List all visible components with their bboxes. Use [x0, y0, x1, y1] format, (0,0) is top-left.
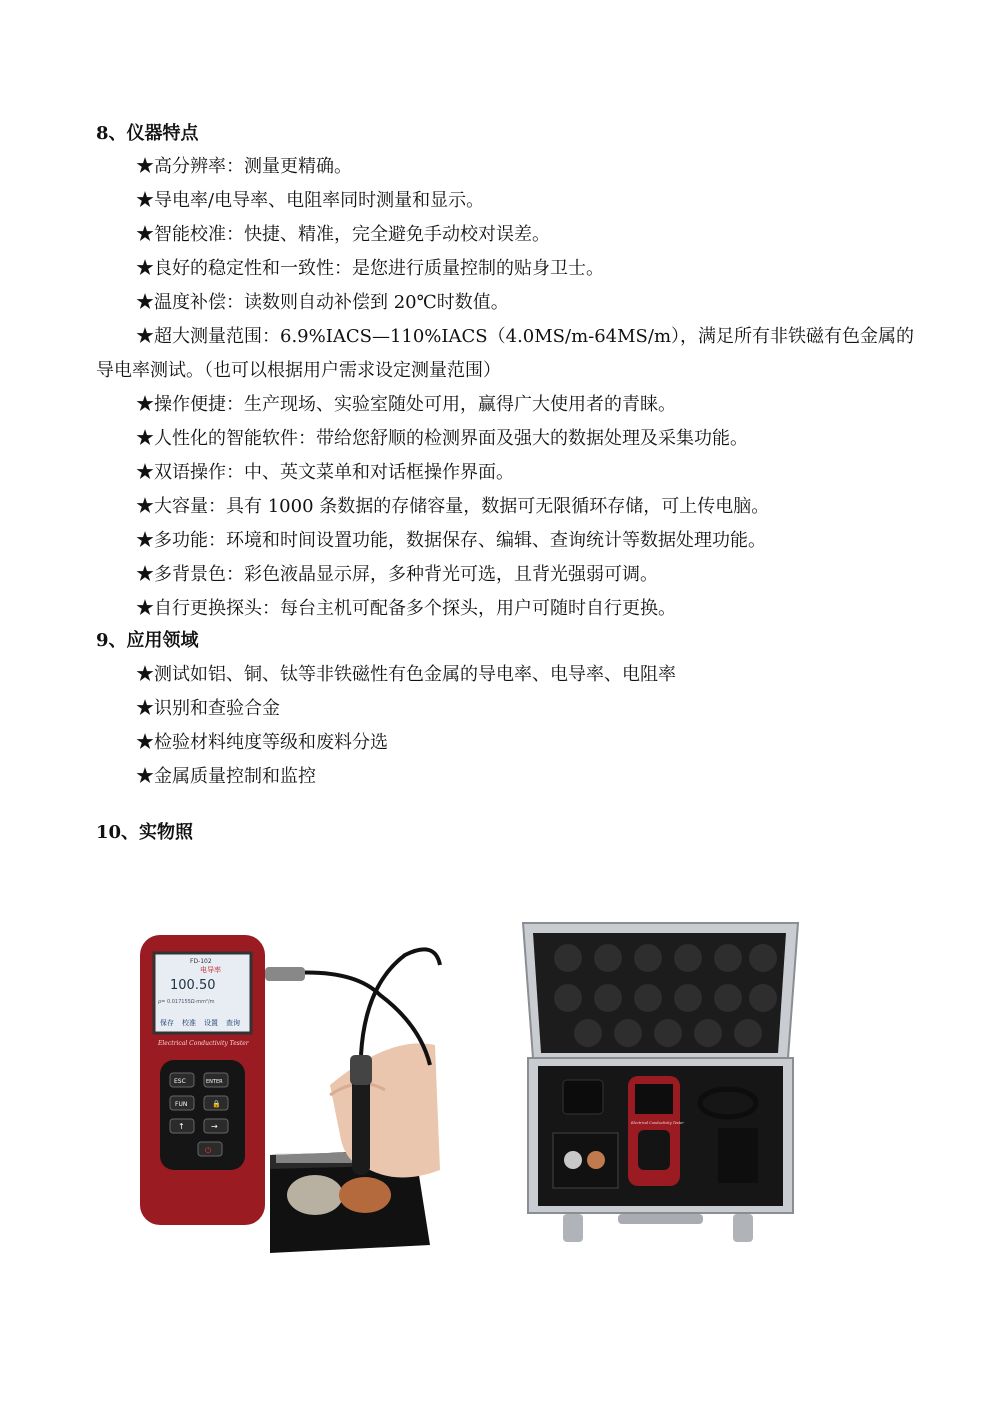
copper-sample [339, 1177, 391, 1213]
reading: 100.50 [170, 978, 216, 993]
application-item: ★检验材料纯度等级和废料分选 [136, 732, 388, 753]
key-enter: ENTER [206, 1079, 223, 1085]
section-8-title: 8、仪器特点 [96, 123, 199, 144]
feature-item: ★操作便捷：生产现场、实验室随处可用，赢得广大使用者的青睐。 [136, 394, 676, 415]
case-handle [618, 1214, 703, 1224]
feature-item: ★智能校准：快捷、精准，完全避免手动校对误差。 [136, 224, 550, 245]
feature-item: ★多背景色：彩色液晶显示屏，多种背光可选，且背光强弱可调。 [136, 564, 658, 585]
tester-in-use-photo [130, 925, 450, 1260]
latch [563, 1214, 583, 1242]
power-adapter [563, 1080, 603, 1114]
carrying-case-photo [518, 918, 803, 1253]
application-item: ★金属质量控制和监控 [136, 766, 316, 787]
feature-item: ★大容量：具有 1000 条数据的存储容量，数据可无限循环存储，可上传电脑。 [136, 496, 770, 517]
sub-reading: ρ= 0.017155Ω·mm²/m [158, 999, 215, 1005]
feature-item: ★双语操作：中、英文菜单和对话框操作界面。 [136, 462, 514, 483]
sample-block [553, 1133, 618, 1188]
power-icon: ⏻ [205, 1146, 212, 1155]
feature-item: ★人性化的智能软件：带给您舒顺的检测界面及强大的数据处理及采集功能。 [136, 428, 748, 449]
connector [265, 967, 305, 981]
device-label: Electrical Conductivity Tester [158, 1040, 249, 1047]
feature-item: ★自行更换探头：每台主机可配备多个探头，用户可随时自行更换。 [136, 598, 676, 619]
lock-icon: 🔒 [212, 1100, 221, 1108]
key-esc: ESC [174, 1078, 186, 1085]
feature-item: ★温度补偿：读数则自动补偿到 20℃时数值。 [136, 292, 509, 313]
menu-item: 设置 [204, 1019, 218, 1027]
metal-sample [287, 1175, 343, 1215]
application-item: ★测试如铝、铜、钛等非铁磁性有色金属的导电率、电导率、电阻率 [136, 664, 676, 685]
latch [733, 1214, 753, 1242]
application-item: ★识别和查验合金 [136, 698, 280, 719]
section-10-title: 10、实物照 [96, 822, 194, 843]
feature-item: ★导电率/电导率、电阻率同时测量和显示。 [136, 190, 485, 211]
arrow-up-icon: ↑ [178, 1122, 185, 1131]
feature-item: ★良好的稳定性和一致性：是您进行质量控制的贴身卫士。 [136, 258, 604, 279]
device-label: Electrical Conductivity Tester [631, 1121, 684, 1125]
section-9-title: 9、应用领域 [96, 630, 199, 651]
menu-item: 校准 [182, 1019, 196, 1027]
probe-cable [361, 949, 440, 1055]
model-label: FD-102 [190, 958, 212, 965]
menu-item: 查询 [226, 1019, 240, 1027]
key-fun: FUN [175, 1101, 188, 1108]
arrow-right-icon: → [211, 1122, 218, 1131]
feature-item: ★高分辨率：测量更精确。 [136, 156, 352, 177]
feature-item: ★多功能：环境和时间设置功能，数据保存、编辑、查询统计等数据处理功能。 [136, 530, 766, 551]
menu-item: 保存 [160, 1019, 174, 1027]
feature-item-range: ★超大测量范围：6.9%IACS—110%IACS（4.0MS/m-64MS/m），满足所有非铁磁有色金属的导电率测试。（也可以根据用户需求设定测量范围） [96, 326, 915, 381]
mode-label: 电导率 [200, 966, 221, 974]
probe-slot [718, 1128, 758, 1183]
